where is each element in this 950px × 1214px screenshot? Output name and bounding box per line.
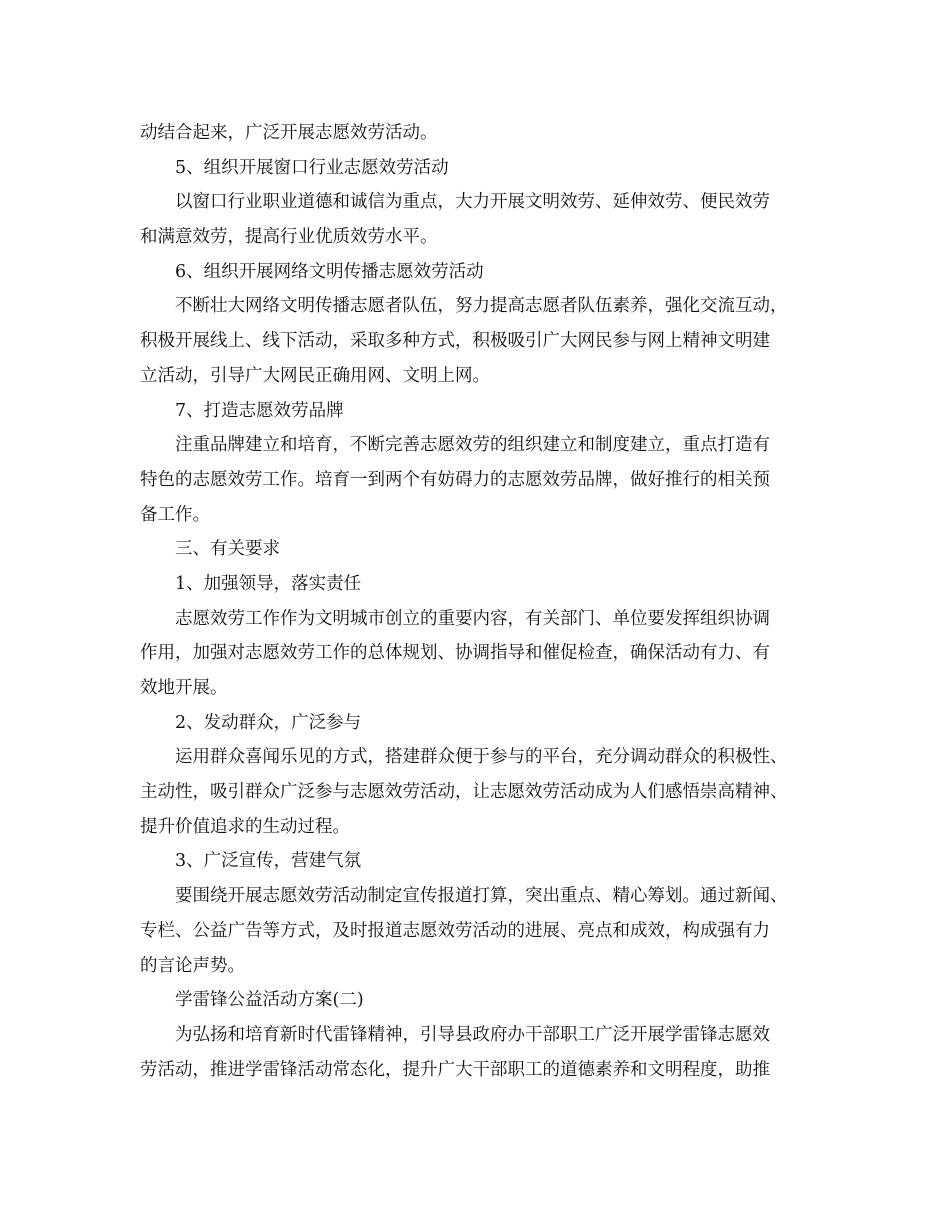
section-heading: 3、广泛宣传，营建气氛 [175, 851, 362, 872]
text-line: 为弘扬和培育新时代雷锋精神，引导县政府办干部职工广泛开展学雷锋志愿效 [175, 1024, 770, 1045]
text-line: 主动性，吸引群众广泛参与志愿效劳活动，让志愿效劳活动成为人们感悟崇高精神、 [140, 782, 788, 803]
text-line: 和满意效劳，提高行业优质效劳水平。 [140, 227, 438, 248]
text-line: 提升价值追求的生动过程。 [140, 816, 350, 837]
text-line: 要围绕开展志愿效劳活动制定宣传报道打算，突出重点、精心筹划。通过新闻、 [175, 886, 788, 907]
section-heading: 2、发动群众，广泛参与 [175, 712, 362, 733]
section-heading: 三、有关要求 [175, 539, 280, 560]
text-line: 立活动，引导广大网民正确用网、文明上网。 [140, 365, 490, 386]
section-heading: 7、打造志愿效劳品牌 [175, 400, 344, 421]
text-line: 备工作。 [140, 504, 210, 525]
section-heading: 1、加强领导，落实责任 [175, 573, 362, 594]
text-line: 积极开展线上、线下活动，采取多种方式，积极吸引广大网民参与网上精神文明建 [140, 331, 770, 352]
section-heading: 5、组织开展窗口行业志愿效劳活动 [175, 157, 449, 178]
text-line: 志愿效劳工作作为文明城市创立的重要内容，有关部门、单位要发挥组织协调 [175, 608, 770, 629]
text-line: 运用群众喜闻乐见的方式，搭建群众便于参与的平台，充分调动群众的积极性、 [175, 747, 788, 768]
document-body [140, 116, 812, 1087]
text-line: 特色的志愿效劳工作。培育一到两个有妨碍力的志愿效劳品牌，做好推行的相关预 [140, 469, 770, 490]
text-line: 动结合起来，广泛开展志愿效劳活动。 [140, 123, 438, 143]
section-heading: 6、组织开展网络文明传播志愿效劳活动 [175, 261, 484, 282]
text-line: 专栏、公益广告等方式，及时报道志愿效劳活动的进展、亮点和成效，构成强有力 [140, 920, 770, 941]
text-line: 不断壮大网络文明传播志愿者队伍，努力提高志愿者队伍素养，强化交流互动， [175, 296, 788, 317]
text-line: 效地开展。 [140, 678, 228, 698]
text-line: 作用，加强对志愿效劳工作的总体规划、协调指导和催促检查，确保活动有力、有 [140, 643, 770, 664]
text-line: 劳活动，推进学雷锋活动常态化，提升广大干部职工的道德素养和文明程度，助推 [140, 1059, 770, 1080]
text-line: 注重品牌建立和培育，不断完善志愿效劳的组织建立和制度建立，重点打造有 [175, 435, 770, 456]
text-line: 的言论声势。 [140, 955, 245, 976]
text-line: 以窗口行业职业道德和诚信为重点，大力开展文明效劳、延伸效劳、便民效劳 [175, 192, 770, 213]
document-title: 学雷锋公益活动方案(二) [175, 990, 364, 1011]
